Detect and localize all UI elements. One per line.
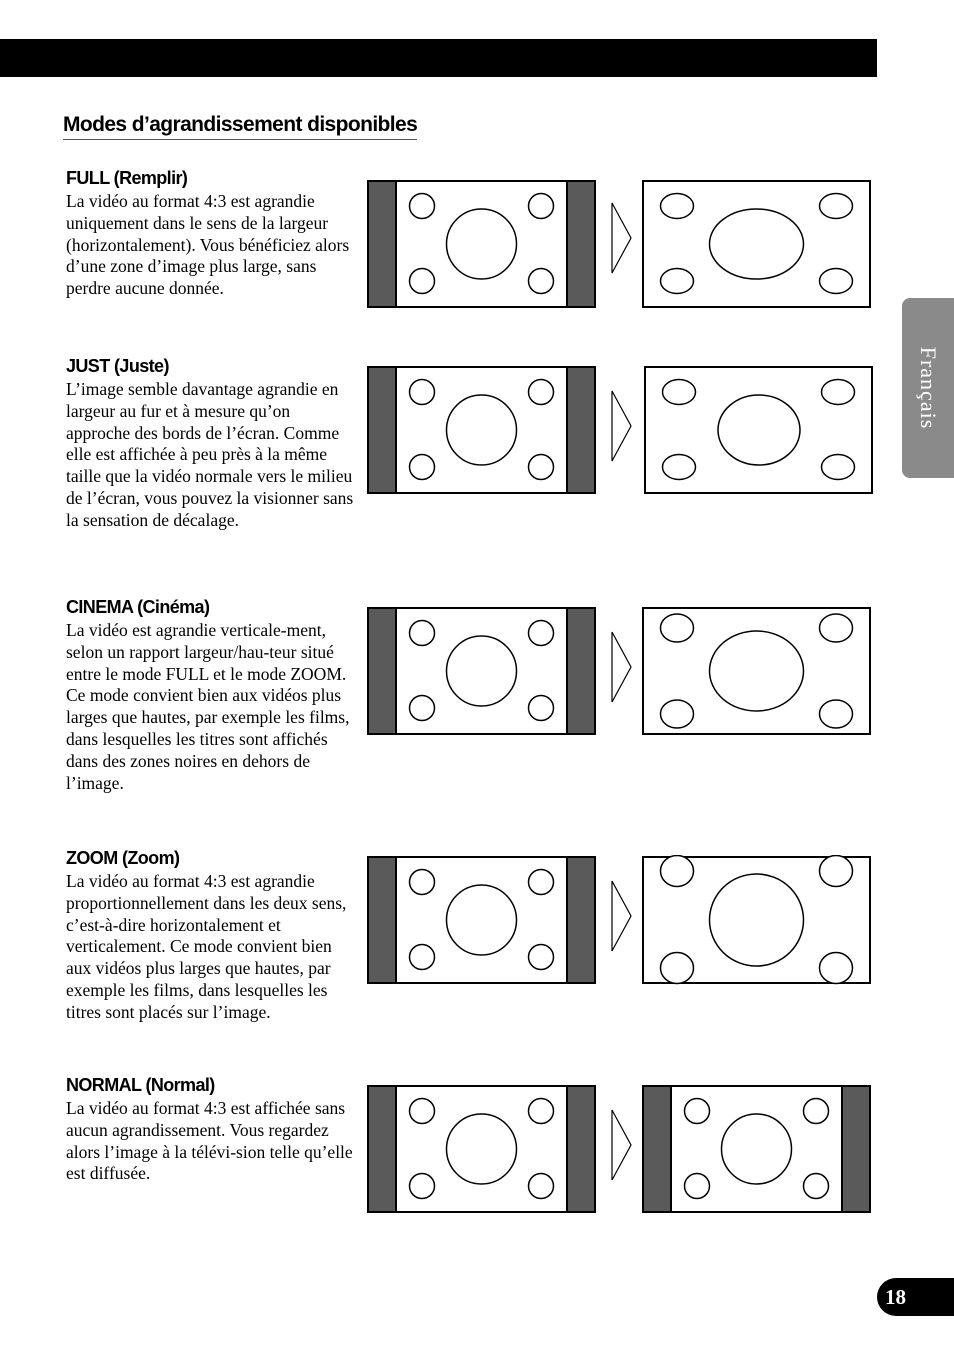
arrow-right-icon bbox=[612, 881, 631, 951]
mode-full bbox=[66, 167, 358, 300]
mode-name: ZOOM bbox=[66, 848, 118, 868]
arrow-right-icon bbox=[612, 391, 631, 461]
section-title: Modes d’agrandissement disponibles bbox=[63, 112, 417, 140]
cinema-mode-diagram bbox=[366, 606, 874, 736]
language-tab-label: Français bbox=[916, 346, 941, 430]
just-mode-diagram bbox=[366, 365, 874, 495]
language-tab bbox=[902, 298, 954, 478]
mode-heading bbox=[66, 847, 358, 869]
result-screen bbox=[643, 856, 870, 984]
header-bar bbox=[0, 39, 877, 77]
mode-zoom bbox=[66, 847, 358, 1024]
mode-heading bbox=[66, 596, 358, 618]
source-screen bbox=[368, 857, 595, 983]
result-screen bbox=[643, 181, 870, 307]
mode-cinema bbox=[66, 596, 358, 794]
mode-subtitle: (Remplir) bbox=[113, 168, 188, 188]
arrow-right-icon bbox=[612, 1110, 631, 1180]
mode-name: FULL bbox=[66, 168, 110, 188]
page-number: 18 bbox=[877, 1278, 954, 1316]
normal-mode-diagram bbox=[366, 1084, 874, 1214]
mode-subtitle: (Cinéma) bbox=[137, 597, 210, 617]
mode-heading bbox=[66, 167, 358, 189]
result-screen bbox=[643, 1086, 870, 1212]
mode-description: L’image semble davantage agrandie en largeur au fur et à mesure qu’on approche des bords de l’écran. Comme elle est affichée à peu près à la même taille que la vidéo normale vers le milieu de l’écran, vous pouvez la visionner sans la sensation de décalage. bbox=[66, 379, 354, 530]
source-screen bbox=[368, 608, 595, 734]
mode-heading bbox=[66, 1074, 358, 1096]
mode-subtitle: (Juste) bbox=[114, 356, 169, 376]
mode-subtitle: (Zoom) bbox=[122, 848, 180, 868]
arrow-right-icon bbox=[612, 203, 631, 273]
full-mode-diagram bbox=[366, 179, 874, 309]
mode-name: NORMAL bbox=[66, 1075, 142, 1095]
mode-heading bbox=[66, 355, 358, 377]
source-screen bbox=[368, 367, 595, 493]
result-screen bbox=[643, 608, 870, 734]
arrow-right-icon bbox=[612, 632, 631, 702]
zoom-mode-diagram bbox=[366, 855, 874, 985]
mode-subtitle: (Normal) bbox=[145, 1075, 215, 1095]
mode-description: La vidéo au format 4:3 est affichée sans aucun agrandissement. Vous regardez alors l’image à la télévi-sion telle qu’elle est diffusée. bbox=[66, 1098, 353, 1184]
mode-description: La vidéo est agrandie verticale-ment, selon un rapport largeur/hau-teur situé entre le mode FULL et le mode ZOOM. Ce mode convient bien aux vidéos plus larges que hautes, par exemple les films, dans lesquelles les titres sont affichés dans des zones noires en dehors de l’image. bbox=[66, 620, 350, 793]
mode-normal bbox=[66, 1074, 358, 1185]
mode-name: CINEMA bbox=[66, 597, 133, 617]
mode-description: La vidéo au format 4:3 est agrandie uniquement dans le sens de la largeur (horizontalement). Vous bénéficiez alors d’une zone d’image plus large, sans perdre aucune donnée. bbox=[66, 191, 350, 299]
source-screen bbox=[368, 1086, 595, 1212]
mode-just bbox=[66, 355, 358, 532]
mode-name: JUST bbox=[66, 356, 110, 376]
mode-description: La vidéo au format 4:3 est agrandie proportionnellement dans les deux sens, c’est-à-dire horizontalement et verticalement. Ce mode convient bien aux vidéos plus larges que hautes, par exemple les films, dans lesquelles les titres sont placés sur l’image. bbox=[66, 871, 347, 1022]
source-screen bbox=[368, 181, 595, 307]
result-screen bbox=[645, 367, 872, 493]
